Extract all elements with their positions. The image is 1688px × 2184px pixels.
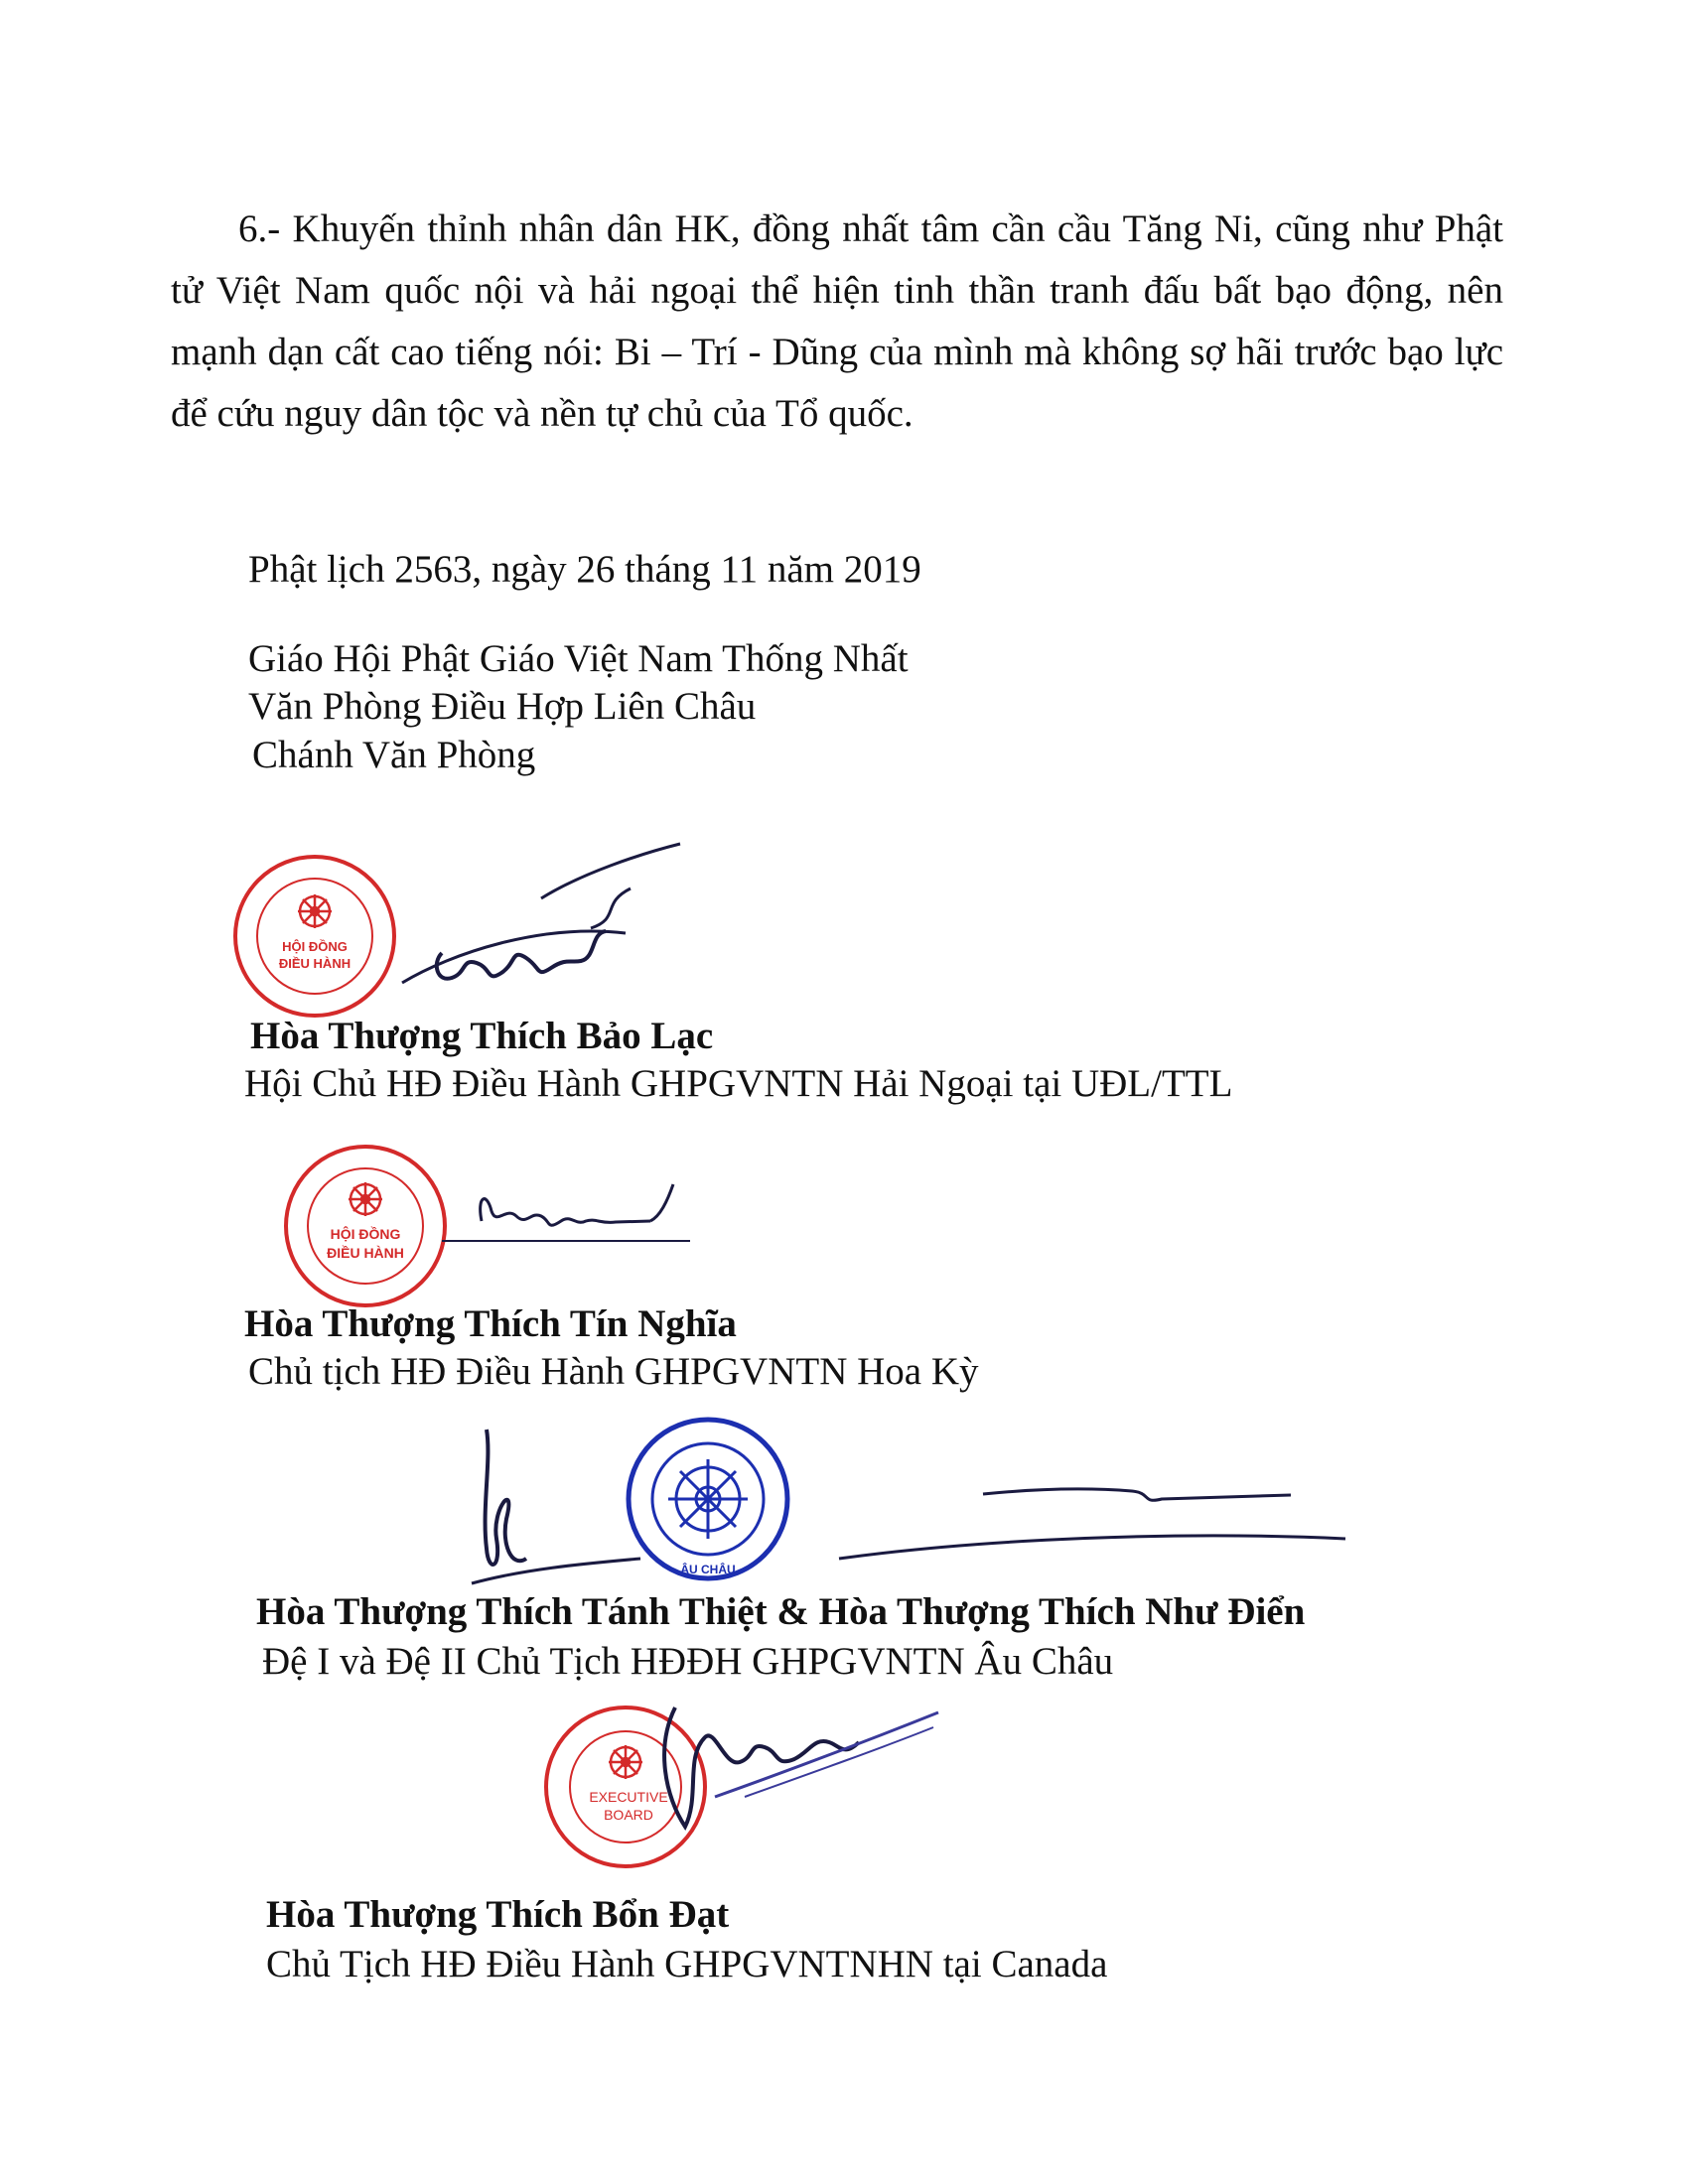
svg-text:BOARD: BOARD — [604, 1807, 653, 1823]
paragraph-6: 6.- Khuyến thỉnh nhân dân HK, đồng nhất tâm cần cầu Tăng Ni, cũng như Phật tử Việt Nam quốc nội và hải ngoại thể hiện tinh thần tranh đấu bất bạo động, nên mạnh dạn cất cao tiếng nói: Bi – Trí - Dũng của mình mà không sợ hãi trước bạo lực để cứu nguy dân tộc và nền tự chủ của Tổ quốc. — [171, 207, 1503, 435]
signatory-1-title: Hội Chủ HĐ Điều Hành GHPGVNTN Hải Ngoại tại UĐL/TTL — [244, 1062, 1233, 1105]
signature-bao-lac — [392, 834, 690, 1003]
signatory-3-name: Hòa Thượng Thích Tánh Thiệt & Hòa Thượng Thích Như Điển — [256, 1590, 1306, 1633]
issuer-line-1: Giáo Hội Phật Giáo Việt Nam Thống Nhất — [248, 637, 909, 680]
svg-text:EXECUTIVE: EXECUTIVE — [589, 1789, 668, 1805]
signature-tin-nghia — [437, 1166, 695, 1256]
issuer-line-2: Văn Phòng Điều Hợp Liên Châu — [248, 685, 757, 728]
svg-text:ÂU CHÂU: ÂU CHÂU — [680, 1563, 736, 1576]
signatory-3-title: Đệ I và Đệ II Chủ Tịch HĐĐH GHPGVNTN Âu Châu — [262, 1640, 1114, 1683]
svg-text:HỘI ĐỒNG: HỘI ĐỒNG — [330, 1226, 401, 1242]
signature-bon-dat — [645, 1688, 943, 1837]
signatory-2-name: Hòa Thượng Thích Tín Nghĩa — [244, 1302, 737, 1345]
signatory-4-title: Chủ Tịch HĐ Điều Hành GHPGVNTNHN tại Canada — [266, 1943, 1108, 1985]
date-line: Phật lịch 2563, ngày 26 tháng 11 năm 2019 — [248, 548, 921, 591]
svg-text:ĐIỀU HÀNH: ĐIỀU HÀNH — [327, 1245, 404, 1261]
signatory-4-name: Hòa Thượng Thích Bổn Đạt — [266, 1893, 730, 1936]
signatory-2-title: Chủ tịch HĐ Điều Hành GHPGVNTN Hoa Kỳ — [248, 1350, 979, 1393]
svg-text:ĐIỀU HÀNH: ĐIỀU HÀNH — [278, 956, 352, 971]
blue-seal-stamp — [624, 1415, 792, 1583]
red-seal-stamp-1 — [230, 852, 399, 1021]
svg-text:HỘI ĐỒNG: HỘI ĐỒNG — [282, 939, 348, 954]
issuer-line-3: Chánh Văn Phòng — [252, 734, 536, 776]
red-seal-stamp-2 — [281, 1142, 450, 1310]
signatory-1-name: Hòa Thượng Thích Bảo Lạc — [250, 1015, 714, 1057]
signature-tanh-thiet — [467, 1420, 645, 1598]
signature-nhu-dien — [834, 1469, 1350, 1569]
